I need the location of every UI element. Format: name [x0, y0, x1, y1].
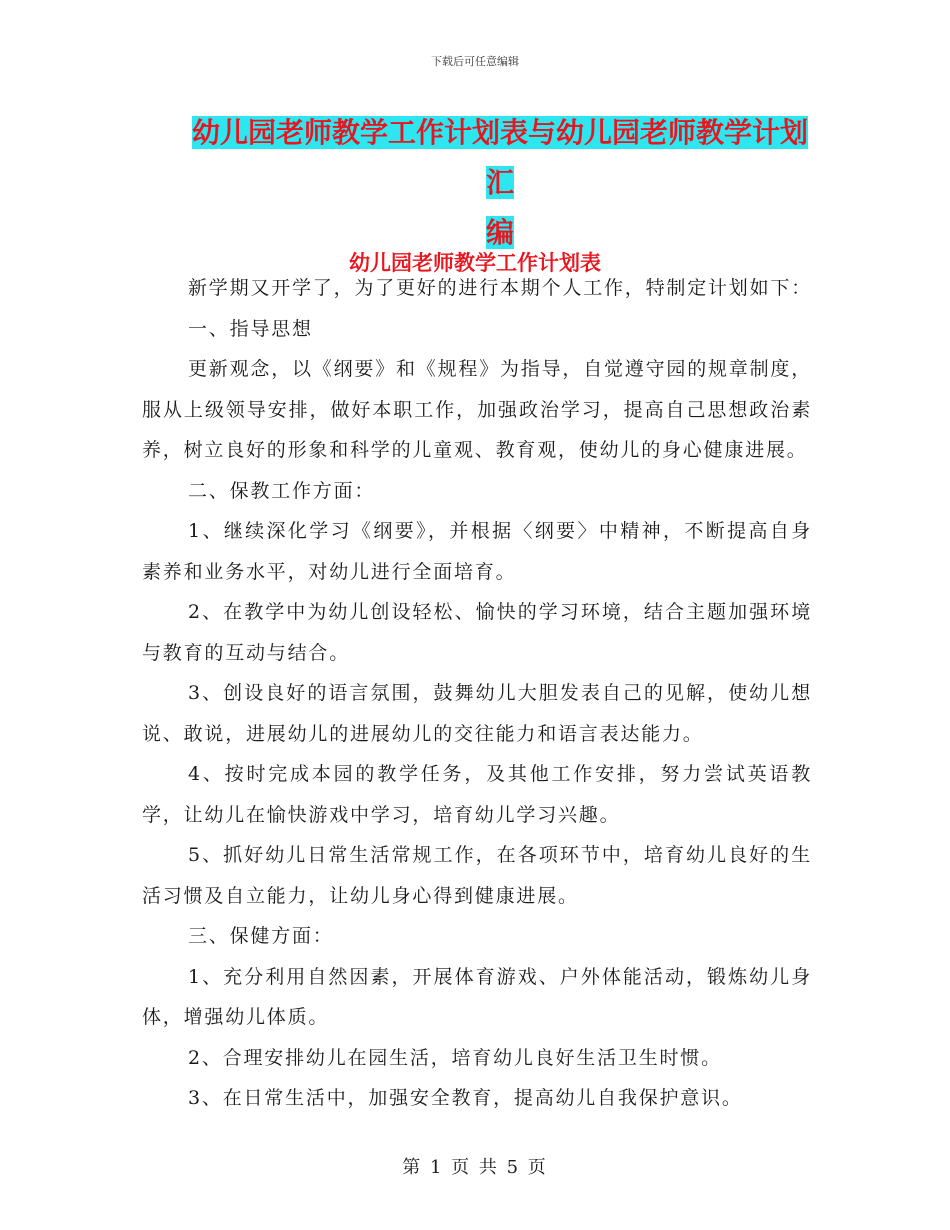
heading-teaching-work: 二、保教工作方面：	[188, 479, 376, 502]
paragraph-health-1: 1、充分利用自然因素，开展体育游戏、户外体能活动，锻炼幼儿身体，增强幼儿体质。	[142, 965, 812, 1028]
paragraph-health-2: 2、合理安排幼儿在园生活，培育幼儿良好生活卫生时惯。	[188, 1046, 722, 1069]
page-number-footer: 第 1 页 共 5 页	[402, 1157, 548, 1178]
document-title-line-2: 编	[485, 216, 514, 249]
header-note: 下载后可任意编辑	[431, 55, 519, 68]
heading-health-care: 三、保健方面：	[188, 925, 334, 947]
section-title: 幼儿园老师教学工作计划表	[349, 251, 601, 275]
document-body	[142, 268, 812, 1119]
heading-guiding-thought: 一、指导思想	[188, 317, 313, 340]
paragraph-teaching-4: 4、按时完成本园的教学任务，及其他工作安排，努力尝试英语教学，让幼儿在愉快游戏中学习，培育幼儿学习兴趣。	[142, 763, 812, 826]
paragraph-teaching-3: 3、创设良好的语言氛围，鼓舞幼儿大胆发表自己的见解，使幼儿想说、敢说，进展幼儿的进展幼儿的交往能力和语言表达能力。	[142, 682, 812, 745]
paragraph-guiding-thought: 更新观念，以《纲要》和《规程》为指导，自觉遵守园的规章制度，服从上级领导安排，做好本职工作，加强政治学习，提高自己思想政治素养，树立良好的形象和科学的儿童观、教育观，使幼儿的身心健康进展。	[142, 358, 813, 461]
paragraph-teaching-5: 5、抓好幼儿日常生活常规工作，在各项环节中，培育幼儿良好的生活习惯及自立能力，让幼儿身心得到健康进展。	[142, 844, 812, 907]
paragraph-teaching-2: 2、在教学中为幼儿创设轻松、愉快的学习环境，结合主题加强环境与教育的互动与结合。	[142, 601, 812, 664]
document-title	[190, 108, 810, 258]
paragraph-intro: 新学期又开学了，为了更好的进行本期个人工作，特制定计划如下：	[188, 277, 813, 299]
document-title-line-1: 幼儿园老师教学工作计划表与幼儿园老师教学计划汇	[191, 116, 808, 199]
paragraph-health-3: 3、在日常生活中，加强安全教育，提高幼儿自我保护意识。	[188, 1087, 743, 1109]
paragraph-teaching-1: 1、继续深化学习《纲要》，并根据〈纲要〉中精神，不断提高自身素养和业务水平，对幼儿进行全面培育。	[142, 520, 812, 583]
